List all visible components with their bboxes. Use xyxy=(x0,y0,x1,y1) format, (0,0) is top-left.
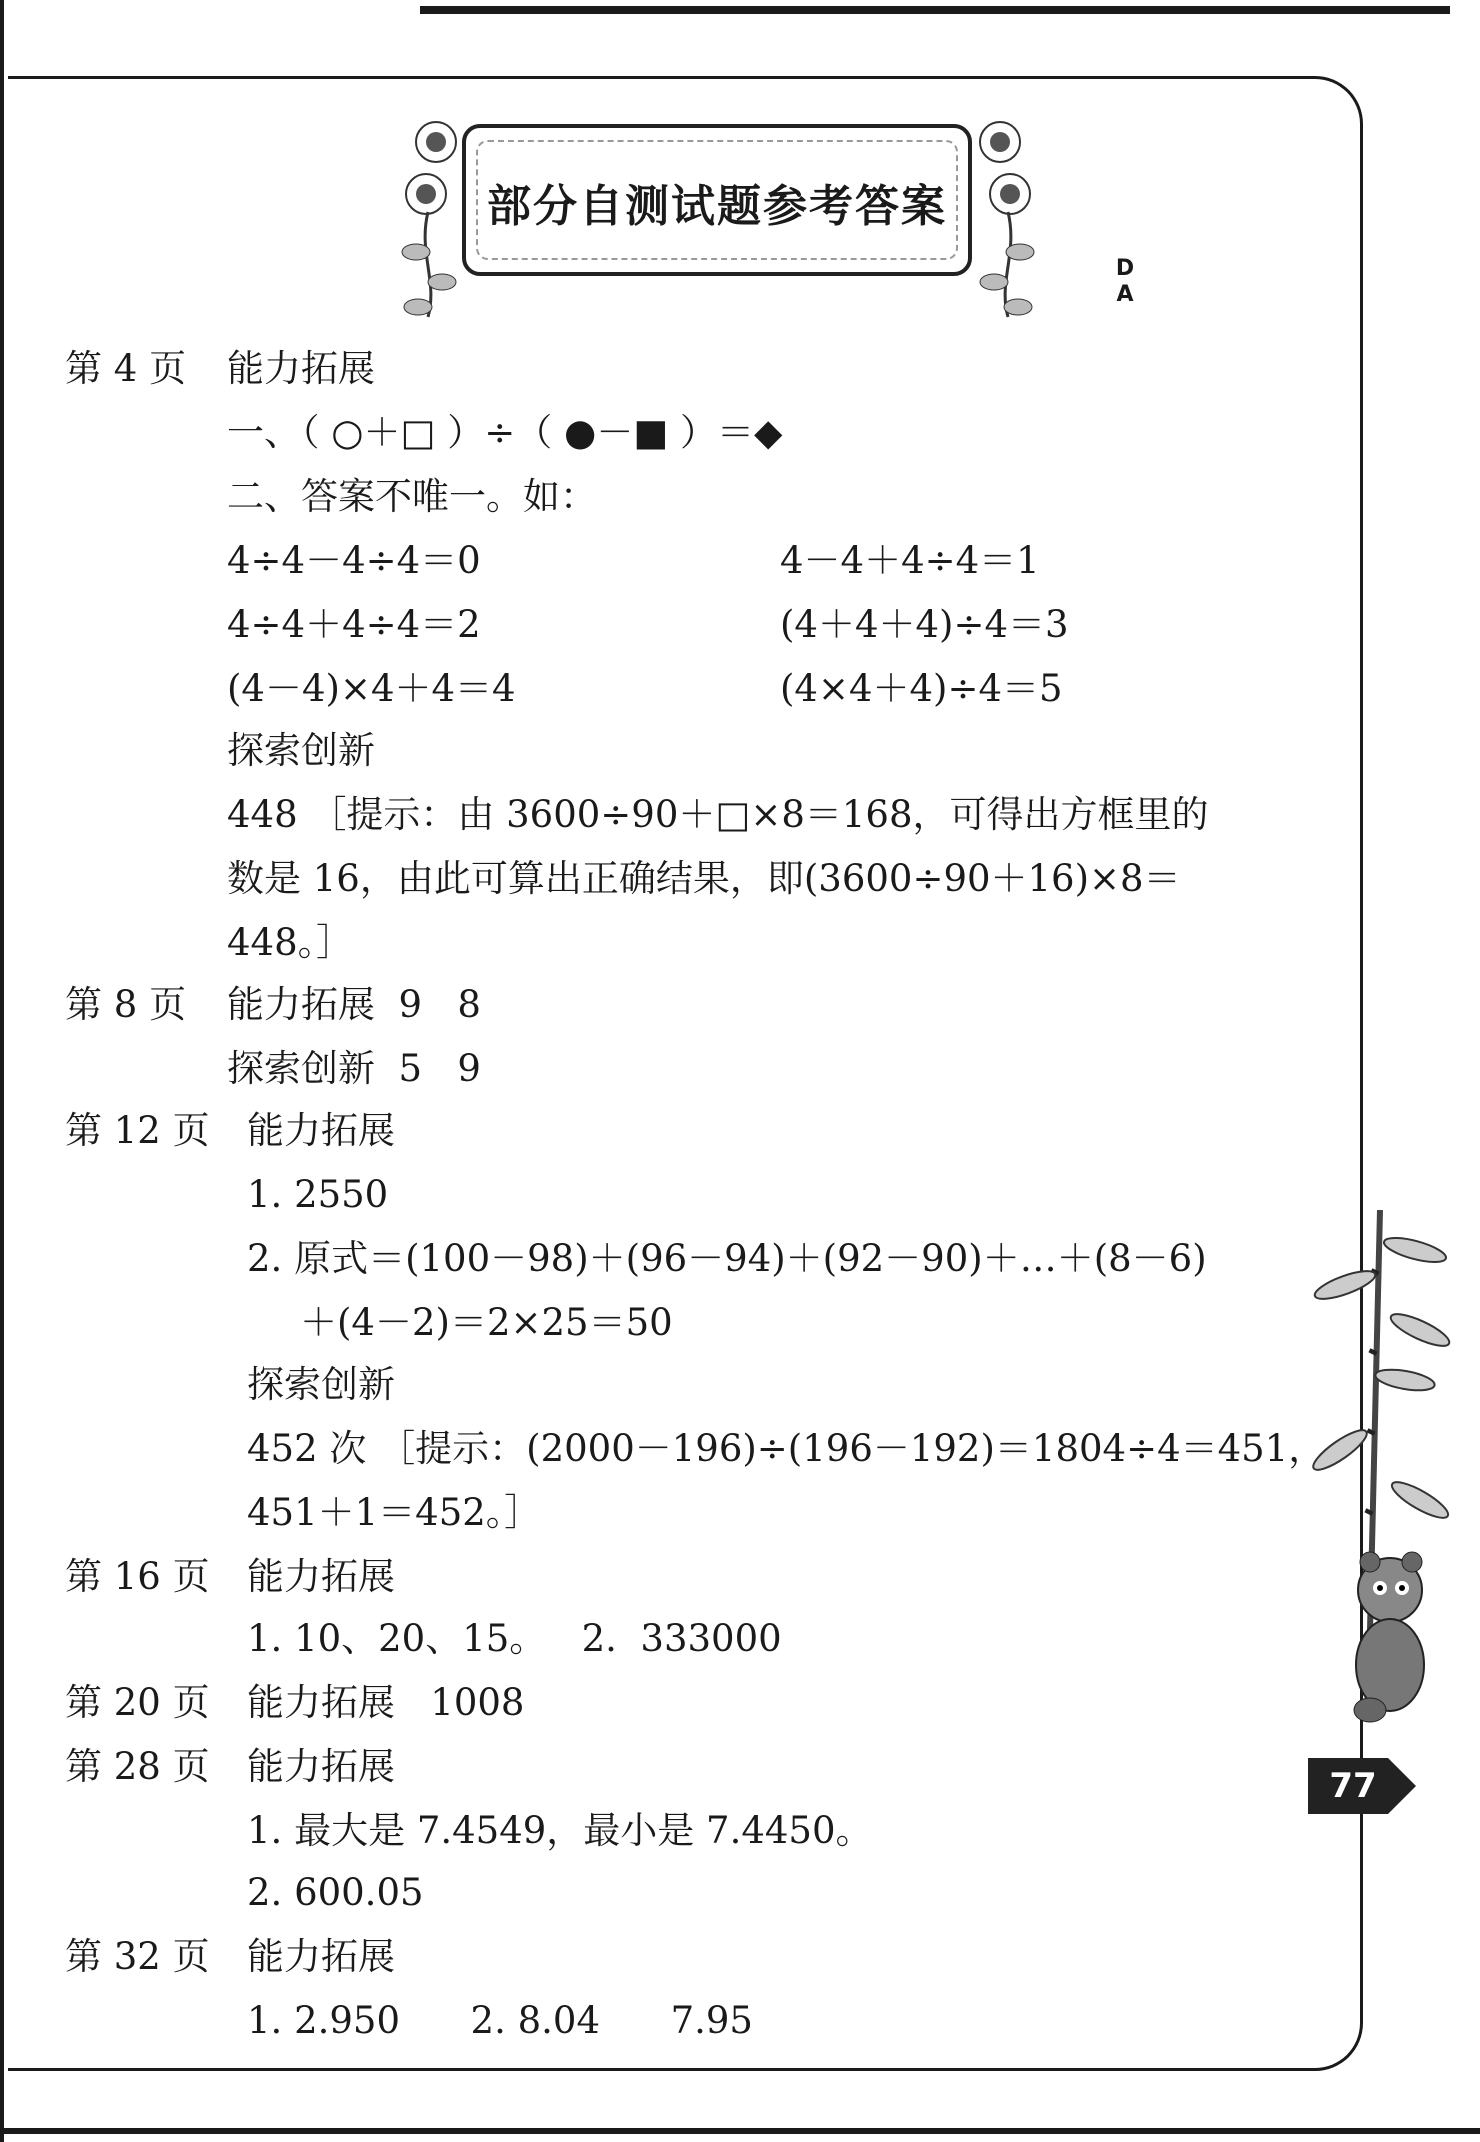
bamboo-bear-decoration xyxy=(1310,1210,1460,1730)
page-label-8: 第 8 页 xyxy=(65,983,187,1026)
answer-line: 2. 原式＝(100－98)＋(96－94)＋(92－90)＋…＋(8－6) xyxy=(247,1237,1207,1280)
section-heading: 探索创新 xyxy=(227,729,375,772)
answer-line: 二、答案不唯一。如： xyxy=(227,475,597,518)
answer-line: 1. 10、20、15。 2. 333000 xyxy=(247,1617,782,1660)
corner-mark-top: D xyxy=(1115,256,1135,281)
answer-line: 1. 2550 xyxy=(247,1173,389,1216)
section-heading: 能力拓展 xyxy=(227,347,375,390)
content-panel xyxy=(8,76,1363,2071)
page-label-4: 第 4 页 xyxy=(65,347,187,390)
section-heading: 能力拓展 xyxy=(247,1745,395,1788)
page-label-28: 第 28 页 xyxy=(65,1745,210,1788)
left-border xyxy=(0,0,4,2142)
answer-line: 448。］ xyxy=(227,921,354,964)
corner-mark xyxy=(1110,256,1140,308)
answer-line: 448 ［提示：由 3600÷90＋□×8＝168，可得出方框里的 xyxy=(227,793,1209,836)
section-heading: 能力拓展 xyxy=(247,1109,395,1152)
equation: (4＋4＋4)÷4＝3 xyxy=(780,603,1069,646)
top-border xyxy=(420,6,1450,14)
bottom-border xyxy=(0,2128,1480,2134)
page-label-12: 第 12 页 xyxy=(65,1109,210,1152)
answer-line: 1. 最大是 7.4549，最小是 7.4450。 xyxy=(247,1809,873,1852)
equation: 4－4＋4÷4＝1 xyxy=(780,539,1040,582)
equation: (4－4)×4＋4＝4 xyxy=(227,667,516,710)
answer-line: 数是 16，由此可算出正确结果，即(3600÷90＋16)×8＝ xyxy=(227,857,1181,900)
equation: (4×4＋4)÷4＝5 xyxy=(780,667,1063,710)
sunflower-left-decoration xyxy=(398,112,468,322)
corner-mark-bottom: A xyxy=(1116,282,1134,307)
section-heading: 能力拓展 9 8 xyxy=(227,983,481,1026)
page-number: 77 xyxy=(1329,1766,1377,1806)
page-title: 部分自测试题参考答案 xyxy=(487,181,947,232)
section-heading: 探索创新 5 9 xyxy=(227,1047,481,1090)
page-label-32: 第 32 页 xyxy=(65,1935,210,1978)
equation: 4÷4－4÷4＝0 xyxy=(227,539,481,582)
answer-line: 452 次 ［提示：(2000－196)÷(196－192)＝1804÷4＝451， xyxy=(247,1427,1326,1470)
section-heading: 能力拓展 1008 xyxy=(247,1681,525,1724)
answer-line: 451＋1＝452。］ xyxy=(247,1491,542,1534)
answer-line: 1. 2.950 2. 8.04 7.95 xyxy=(247,1999,753,2042)
section-heading: 能力拓展 xyxy=(247,1555,395,1598)
answer-line: 2. 600.05 xyxy=(247,1871,424,1914)
answer-line: ＋(4－2)＝2×25＝50 xyxy=(300,1301,673,1344)
sunflower-right-decoration xyxy=(968,112,1038,322)
section-heading: 探索创新 xyxy=(247,1363,395,1406)
page-label-20: 第 20 页 xyxy=(65,1681,210,1724)
answer-line: 一、（ ○＋□ ）÷（ ●－■ ）＝◆ xyxy=(227,411,783,454)
section-heading: 能力拓展 xyxy=(247,1935,395,1978)
page-label-16: 第 16 页 xyxy=(65,1555,210,1598)
equation: 4÷4＋4÷4＝2 xyxy=(227,603,481,646)
